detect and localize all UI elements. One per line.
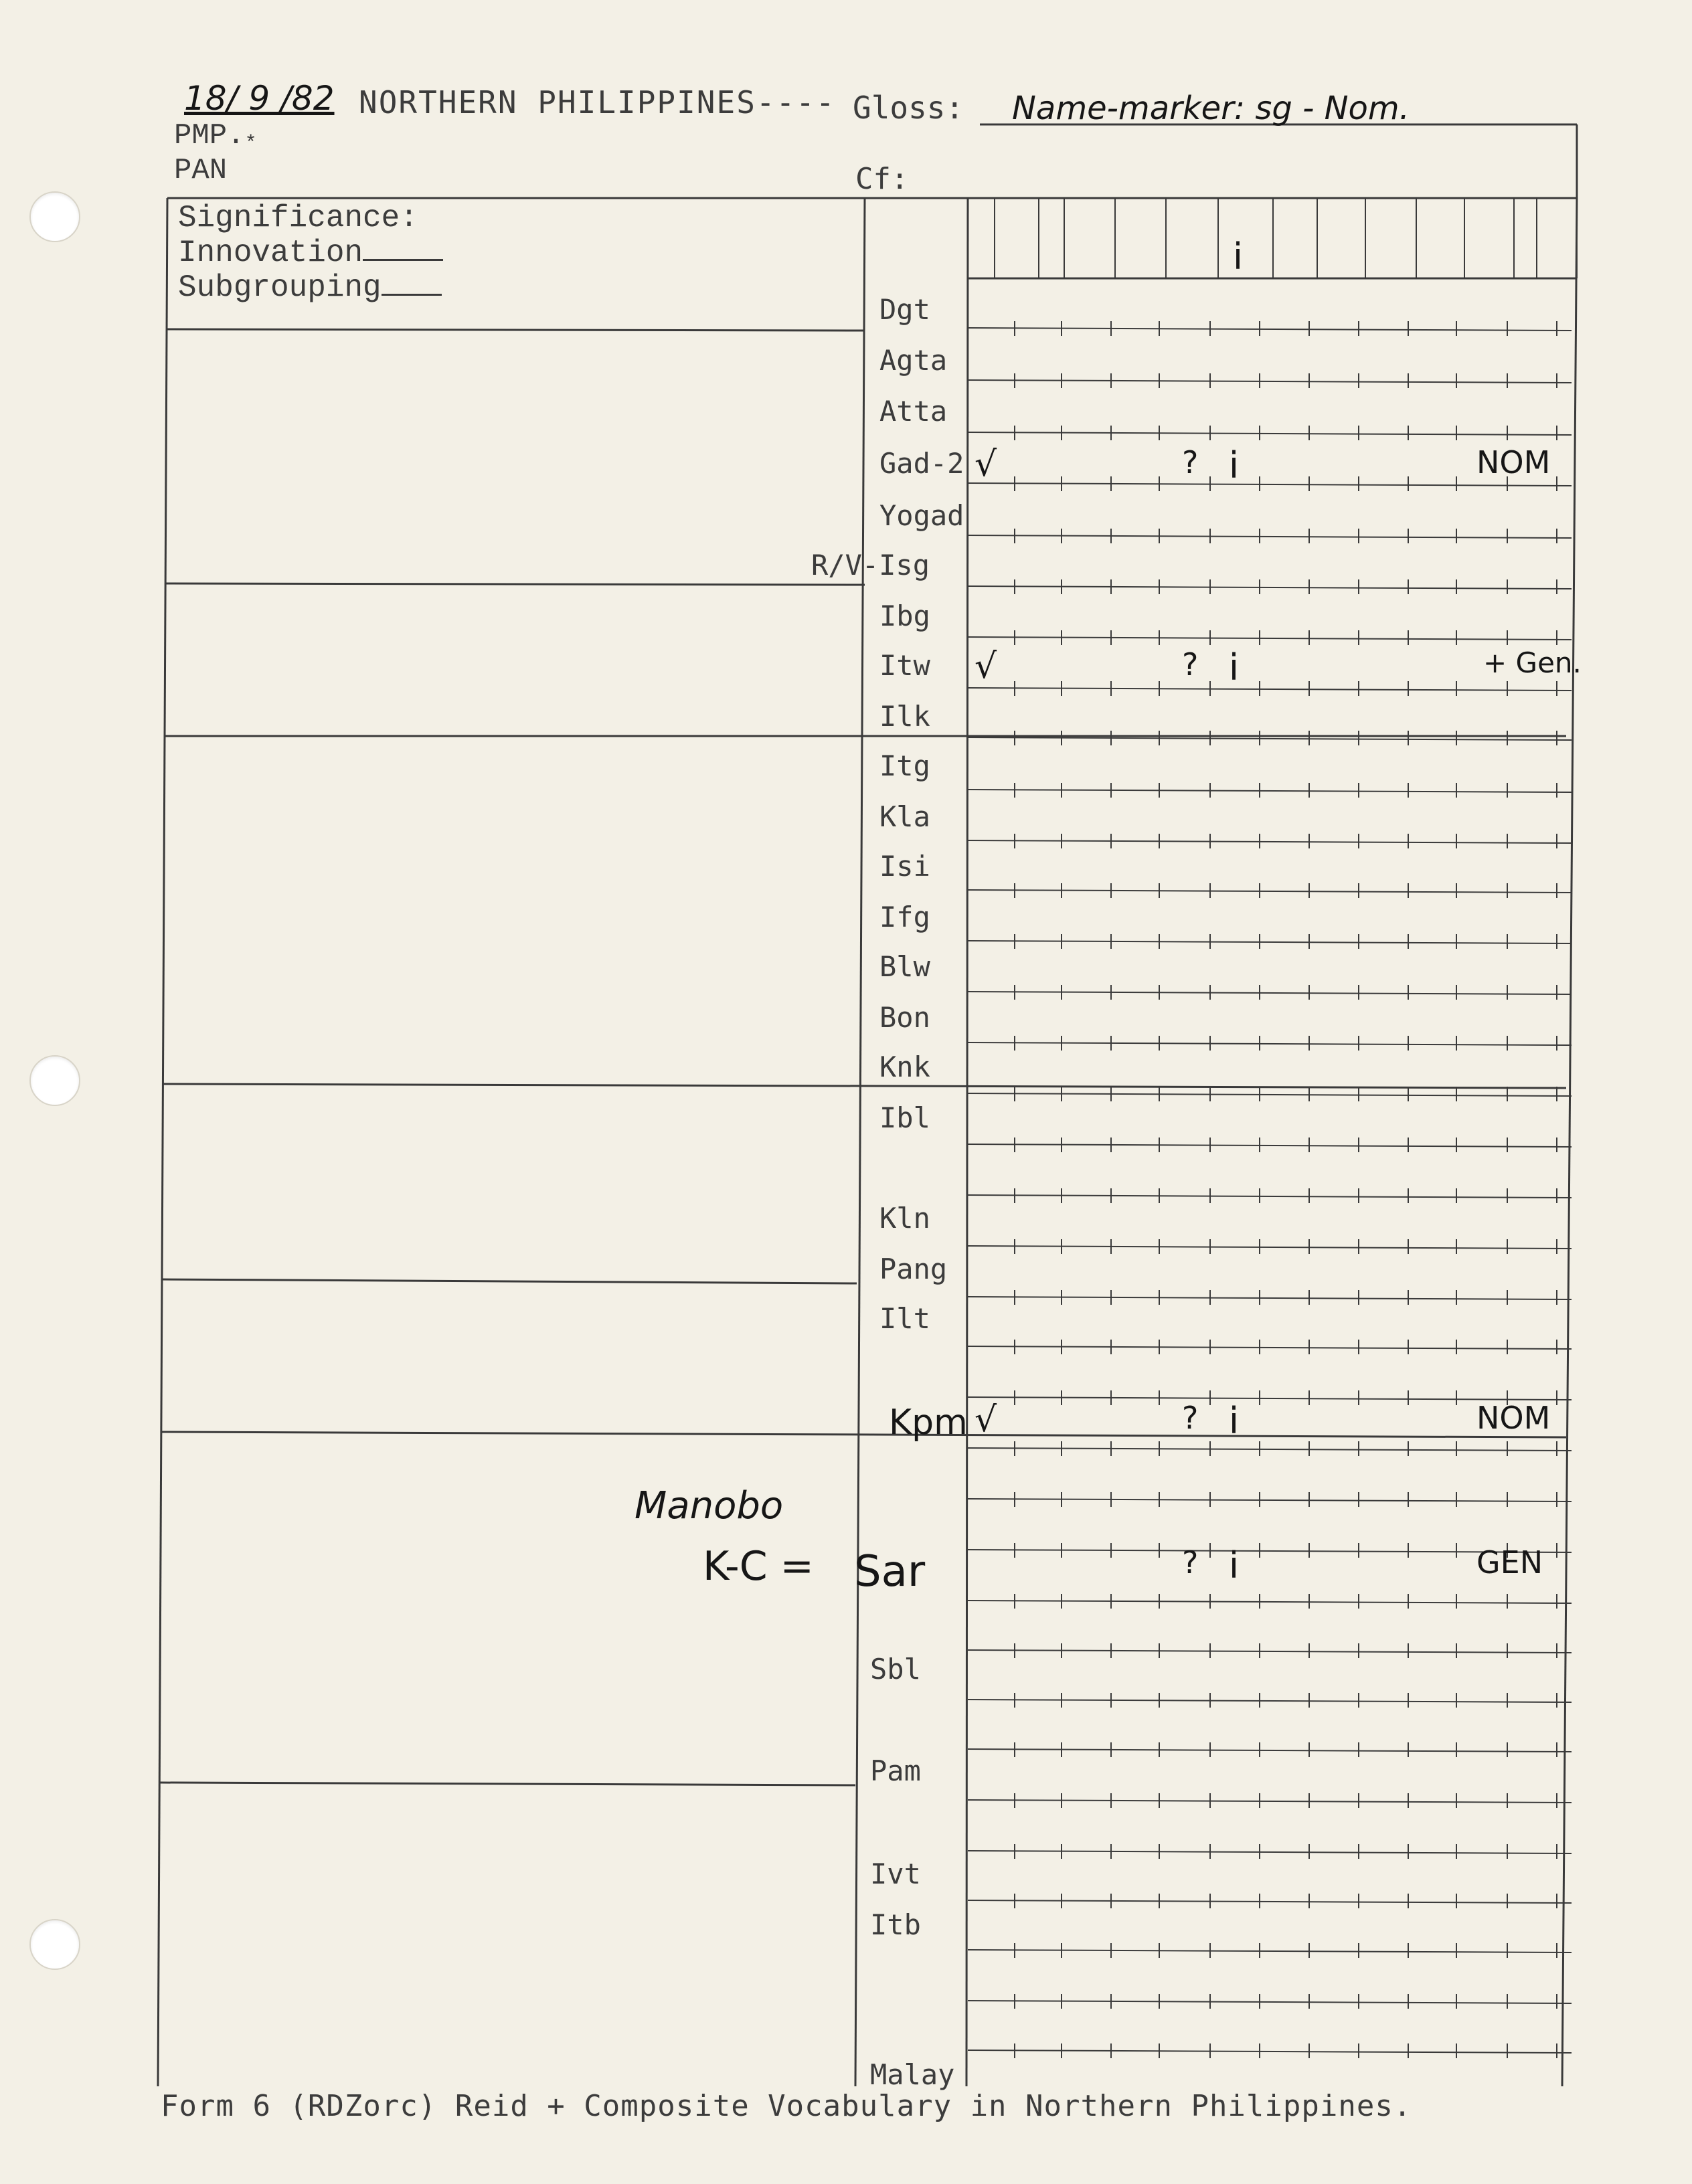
language-code: Ivt <box>870 1857 921 1890</box>
check-mark: √ <box>975 1400 997 1440</box>
note-entry: + Gen. <box>1483 646 1582 679</box>
grid-row-line <box>968 1346 1572 1349</box>
question-mark: ? <box>1182 1400 1199 1436</box>
grid-row-line <box>968 1851 1572 1853</box>
form-footer: Form 6 (RDZorc) Reid + Composite Vocabulary in Northern Philippines. <box>161 2089 1412 2123</box>
note-entry: NOM <box>1476 1400 1551 1436</box>
language-code: Ibl <box>879 1101 930 1134</box>
language-code: Ibg <box>879 600 930 632</box>
grid-row-line <box>968 1297 1572 1299</box>
language-code: Agta <box>879 344 948 377</box>
language-code: Itg <box>879 749 930 782</box>
grid-row-line <box>968 941 1572 943</box>
grid-row-line <box>968 1195 1572 1198</box>
language-code: Malay <box>870 2058 955 2091</box>
grid-row-line <box>968 586 1572 589</box>
note-entry: NOM <box>1476 444 1551 480</box>
grid-row-line <box>968 1448 1572 1451</box>
grid-row-line <box>968 1800 1572 1803</box>
language-code: Ifg <box>879 901 930 933</box>
grid-row-line <box>968 328 1572 331</box>
language-code: Sar <box>854 1547 926 1597</box>
box-left <box>158 198 167 2086</box>
language-code: Blw <box>879 950 930 983</box>
question-mark: ? <box>1182 646 1199 682</box>
language-code: R/V-Isg <box>811 549 930 581</box>
header-cell-mark: i <box>1233 236 1244 278</box>
form-entry: i <box>1229 444 1240 486</box>
grid-row-line <box>968 1601 1572 1603</box>
grid-row-line <box>968 1093 1572 1096</box>
language-code: Isi <box>879 850 930 883</box>
grid-row-line <box>968 380 1572 383</box>
language-code: Yogad <box>879 499 964 532</box>
grid-row-line <box>968 1700 1572 1702</box>
language-code: Kln <box>879 1202 930 1235</box>
language-code: Bon <box>879 1001 930 1034</box>
check-mark: √ <box>975 444 997 484</box>
grid-row-line <box>968 840 1572 843</box>
form-entry: i <box>1229 646 1240 689</box>
language-code: Gad-2 <box>879 447 964 480</box>
grid-row-line <box>968 1900 1572 1903</box>
check-mark: √ <box>975 646 997 687</box>
grid-row-line <box>968 992 1572 994</box>
language-code: Ilt <box>879 1302 930 1335</box>
grid-row-line <box>968 1950 1572 1952</box>
pmp-label <box>174 119 257 155</box>
gloss-value: Name-marker: sg - Nom. <box>1012 90 1410 127</box>
grid-row-line <box>968 535 1572 538</box>
section-divider <box>159 1783 855 1785</box>
grid-row-line <box>968 737 1572 740</box>
grid-row-line <box>968 1499 1572 1502</box>
section-divider <box>166 583 865 585</box>
language-code: Ilk <box>879 700 930 733</box>
section-divider <box>161 1432 1566 1437</box>
pmp-asterisk: * <box>244 132 257 155</box>
language-code: Sbl <box>870 1653 921 1686</box>
grid-row-line <box>968 1144 1572 1147</box>
innovation-label <box>178 236 443 270</box>
subgrouping-label <box>178 270 442 305</box>
grid-row-line <box>968 432 1572 435</box>
language-code: Dgt <box>879 293 930 326</box>
question-mark: ? <box>1182 1544 1199 1580</box>
language-code: Itb <box>870 1908 921 1941</box>
name-col-right <box>966 198 968 2086</box>
grid-row-line <box>968 790 1572 792</box>
form-entry: i <box>1229 1544 1240 1586</box>
grid-row-line <box>968 483 1572 486</box>
language-code: Kla <box>879 800 930 833</box>
language-code: Pam <box>870 1754 921 1787</box>
grid-row-line <box>968 1650 1572 1653</box>
language-code: Pang <box>879 1253 948 1285</box>
subgrouping-text: Subgrouping <box>178 270 382 305</box>
grid-row-line <box>968 1749 1572 1752</box>
section-divider <box>162 1279 857 1283</box>
region-title: NORTHERN PHILIPPINES---- <box>359 84 836 120</box>
kc-note: K-C = <box>703 1543 814 1590</box>
pmp-text: PMP. <box>174 119 245 153</box>
pan-label: PAN <box>174 154 228 187</box>
significance-title: Significance: <box>178 201 418 236</box>
grid-row-line <box>968 890 1572 893</box>
language-code: Atta <box>879 395 948 428</box>
name-col-left <box>855 198 865 2086</box>
language-code: Kpm <box>889 1402 968 1443</box>
grid-row-line <box>968 1042 1572 1045</box>
cf-label: Cf: <box>855 162 909 196</box>
language-code: Itw <box>879 649 930 682</box>
grid-row-line <box>968 1246 1572 1249</box>
note-entry: GEN <box>1476 1544 1543 1580</box>
language-code: Knk <box>879 1051 930 1083</box>
grid-row-line <box>968 2001 1572 2003</box>
manobo-note: Manobo <box>634 1484 784 1528</box>
question-mark: ? <box>1182 444 1199 480</box>
form-entry: i <box>1229 1400 1240 1442</box>
grid-row-line <box>968 688 1572 691</box>
grid-row-line <box>968 637 1572 640</box>
section-divider <box>163 1084 1566 1088</box>
grid-row-line <box>968 2050 1572 2053</box>
innovation-text: Innovation <box>178 236 363 270</box>
date: 18/ 9 /82 <box>184 79 335 118</box>
section-divider <box>167 329 865 331</box>
gloss-label: Gloss: <box>853 90 964 126</box>
